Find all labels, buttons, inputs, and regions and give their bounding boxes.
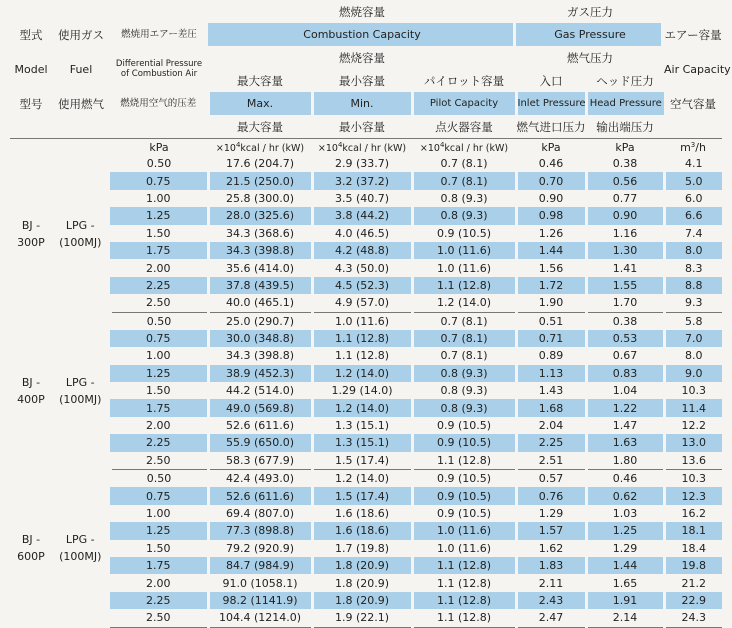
cell-head: 1.29 <box>586 540 664 557</box>
cell-inlet: 1.68 <box>516 399 586 416</box>
cell-head: 1.80 <box>586 452 664 470</box>
cell-inlet: 2.51 <box>516 452 586 470</box>
cell-min: 1.3 (15.1) <box>312 417 412 434</box>
cell-min: 1.2 (14.0) <box>312 470 412 488</box>
cell-air: 19.8 <box>664 557 722 574</box>
diff-pressure-en-line-2: of Combustion Air <box>120 69 198 79</box>
cell-inlet: 2.11 <box>516 574 586 591</box>
model-cell <box>10 312 52 470</box>
cell-pilot: 1.2 (14.0) <box>412 294 516 312</box>
cell-inlet: 0.71 <box>516 330 586 347</box>
cell-head: 1.44 <box>586 557 664 574</box>
cell-air: 8.0 <box>664 242 722 259</box>
cell-max: 35.6 (414.0) <box>208 259 312 276</box>
cell-max: 40.0 (465.1) <box>208 294 312 312</box>
cell-kpa: 1.50 <box>146 541 171 555</box>
unit-kpa: kPa <box>110 139 208 156</box>
cell-inlet: 1.57 <box>516 522 586 539</box>
cell-kpa: 2.50 <box>110 609 208 627</box>
cell-max: 104.4 (1214.0) <box>208 609 312 627</box>
header-row-6 <box>10 115 722 139</box>
cell-kpa: 0.50 <box>110 155 208 172</box>
cell-kpa: 2.25 <box>110 434 208 451</box>
cell-head: 1.30 <box>586 242 664 259</box>
cell-air: 9.3 <box>664 294 722 312</box>
diff-pressure-en-line-1: Differential Pressure <box>115 59 203 69</box>
cell-inlet: 1.43 <box>516 382 586 399</box>
cell-min: 1.2 (14.0) <box>312 365 412 382</box>
cell-inlet: 0.89 <box>516 347 586 364</box>
table-row <box>10 592 722 609</box>
table-row <box>10 225 722 242</box>
cell-head: 0.38 <box>586 312 664 330</box>
cell-max: 55.9 (650.0) <box>208 434 312 451</box>
fuel-cell <box>52 312 110 470</box>
table-row <box>10 417 722 434</box>
cell-air: 24.3 <box>664 609 722 627</box>
cell-max: 34.3 (398.8) <box>208 242 312 259</box>
model-cn: 型号 <box>19 96 43 111</box>
cell-air: 12.2 <box>664 417 722 434</box>
cell-min: 1.0 (11.6) <box>312 312 412 330</box>
cell-kpa: 2.50 <box>110 452 208 470</box>
table-row <box>10 522 722 539</box>
cell-min: 1.1 (12.8) <box>312 330 412 347</box>
cell-kpa: 0.50 <box>110 312 208 330</box>
cell-air: 4.1 <box>664 155 722 172</box>
cell-pilot: 0.9 (10.5) <box>412 470 516 488</box>
table-row <box>10 294 722 312</box>
cell-inlet: 2.25 <box>516 434 586 451</box>
max-en: Max. <box>208 92 312 115</box>
cell-pilot: 0.7 (8.1) <box>412 172 516 189</box>
cell-max: 91.0 (1058.1) <box>208 574 312 591</box>
cell-head: 0.46 <box>586 470 664 488</box>
cell-kpa: 1.25 <box>110 207 208 224</box>
cell-pilot: 1.0 (11.6) <box>412 259 516 276</box>
cell-head: 1.63 <box>586 434 664 451</box>
cell-max: 17.6 (204.7) <box>208 155 312 172</box>
cell-pilot: 0.9 (10.5) <box>412 487 516 504</box>
min-cn: 最小容量 <box>339 119 385 134</box>
head-en: Head Pressure <box>586 92 664 115</box>
cell-pilot: 0.8 (9.3) <box>412 399 516 416</box>
pilot-en: Pilot Capacity <box>412 92 516 115</box>
fuel-name-line-2: (100MJ) <box>59 235 102 249</box>
burn-capacity-jp: 燃焼容量 <box>339 4 385 19</box>
table-row <box>10 277 722 294</box>
unit-min: $\times 10^4kcal$ / hr (kW) <box>312 139 412 156</box>
gas-pressure-cn: 燃气压力 <box>567 50 614 65</box>
table-row <box>10 557 722 574</box>
cell-inlet: 1.72 <box>516 277 586 294</box>
fuel-name-line-1: LPG - <box>65 375 95 389</box>
cell-head: 1.65 <box>586 574 664 591</box>
cell-min: 4.5 (52.3) <box>312 277 412 294</box>
cell-air: 9.0 <box>664 365 722 382</box>
table-row <box>10 347 722 364</box>
cell-pilot: 0.9 (10.5) <box>412 505 516 522</box>
table-row <box>10 434 722 451</box>
max-jp: 最大容量 <box>237 73 283 88</box>
cell-min: 4.3 (50.0) <box>312 259 412 276</box>
table-row <box>10 330 722 347</box>
cell-head: 1.55 <box>586 277 664 294</box>
cell-kpa: 1.75 <box>110 242 208 259</box>
cell-head: 0.56 <box>586 172 664 189</box>
cell-air: 13.6 <box>664 452 722 470</box>
diff-pressure-jp: 燃焼用エアー差圧 <box>121 28 197 40</box>
model-name-line-1: BJ - <box>21 218 41 232</box>
cell-min: 4.0 (46.5) <box>312 225 412 242</box>
table-row <box>10 470 722 488</box>
burner-spec-table <box>10 0 731 628</box>
inlet-cn: 燃气进口压力 <box>516 119 586 134</box>
table-row <box>10 487 722 504</box>
cell-inlet: 0.51 <box>516 312 586 330</box>
cell-kpa: 1.50 <box>146 384 171 398</box>
inlet-jp: 入口 <box>539 73 563 88</box>
cell-pilot: 0.8 (9.3) <box>412 382 516 399</box>
cell-pilot: 1.1 (12.8) <box>412 592 516 609</box>
header-row-5 <box>10 92 722 115</box>
fuel-name-line-2: (100MJ) <box>59 392 102 406</box>
cell-kpa: 1.00 <box>146 191 171 205</box>
unit-max: $\times 10^4kcal$ / hr (kW) <box>208 139 312 156</box>
cell-head: 0.90 <box>586 207 664 224</box>
table-row <box>10 505 722 522</box>
cell-max: 30.0 (348.8) <box>208 330 312 347</box>
cell-inlet: 1.44 <box>516 242 586 259</box>
table-row <box>10 259 722 276</box>
cell-head: 0.77 <box>586 190 664 207</box>
head-cn: 输出端压力 <box>596 119 654 134</box>
cell-kpa: 1.50 <box>146 226 171 240</box>
cell-inlet: 0.98 <box>516 207 586 224</box>
cell-pilot: 0.7 (8.1) <box>412 347 516 364</box>
cell-pilot: 0.7 (8.1) <box>412 330 516 347</box>
cell-inlet: 2.04 <box>516 417 586 434</box>
unit-pilot: $\times 10^4kcal$ / hr (kW) <box>412 139 516 156</box>
cell-air: 22.9 <box>664 592 722 609</box>
cell-air: 8.3 <box>664 259 722 276</box>
cell-max: 52.6 (611.6) <box>208 487 312 504</box>
header-row-2 <box>10 23 722 46</box>
fuel-cell <box>52 470 110 628</box>
cell-head: 0.62 <box>586 487 664 504</box>
cell-min: 1.2 (14.0) <box>312 399 412 416</box>
header-row-1 <box>10 0 722 23</box>
cell-head: 1.04 <box>586 382 664 399</box>
cell-max: 28.0 (325.6) <box>208 207 312 224</box>
cell-min: 1.9 (22.1) <box>312 609 412 627</box>
cell-air: 10.3 <box>664 470 722 488</box>
cell-head: 1.25 <box>586 522 664 539</box>
cell-min: 1.29 (14.0) <box>312 382 412 399</box>
table-row <box>10 574 722 591</box>
cell-min: 3.8 (44.2) <box>312 207 412 224</box>
combustion-capacity-en: Combustion Capacity <box>208 23 516 46</box>
cell-kpa: 0.75 <box>110 330 208 347</box>
cell-max: 84.7 (984.9) <box>208 557 312 574</box>
table-row <box>10 242 722 259</box>
cell-air: 8.0 <box>664 347 722 364</box>
cell-head: 1.47 <box>586 417 664 434</box>
fuel-name-line-1: LPG - <box>65 533 95 547</box>
table-header <box>10 0 731 155</box>
model-cell <box>10 155 52 312</box>
cell-pilot: 1.0 (11.6) <box>412 242 516 259</box>
table-row <box>10 399 722 416</box>
cell-kpa: 2.00 <box>146 261 171 275</box>
cell-air: 6.6 <box>664 207 722 224</box>
cell-inlet: 1.62 <box>516 540 586 557</box>
cell-air: 8.8 <box>664 277 722 294</box>
cell-head: 0.53 <box>586 330 664 347</box>
cell-inlet: 0.57 <box>516 470 586 488</box>
model-cell <box>10 470 52 628</box>
diff-pressure-cn: 燃烧用空气的压差 <box>120 97 197 109</box>
cell-min: 1.1 (12.8) <box>312 347 412 364</box>
table-row <box>10 452 722 470</box>
cell-max: 21.5 (250.0) <box>208 172 312 189</box>
model-name-line-1: BJ - <box>21 533 41 547</box>
cell-inlet: 1.29 <box>516 505 586 522</box>
header-row-3 <box>10 46 722 69</box>
cell-pilot: 0.8 (9.3) <box>412 190 516 207</box>
table-row <box>10 540 722 557</box>
fuel-name-line-2: (100MJ) <box>59 550 102 564</box>
cell-head: 0.83 <box>586 365 664 382</box>
cell-kpa: 0.50 <box>110 470 208 488</box>
cell-max: 44.2 (514.0) <box>208 382 312 399</box>
fuel-name-line-1: LPG - <box>65 218 95 232</box>
cell-air: 16.2 <box>664 505 722 522</box>
burn-capacity-cn: 燃烧容量 <box>339 50 385 65</box>
cell-max: 34.3 (368.6) <box>208 225 312 242</box>
cell-air: 18.4 <box>664 540 722 557</box>
cell-min: 3.5 (40.7) <box>312 190 412 207</box>
fuel-en: Fuel <box>69 62 93 76</box>
cell-min: 4.9 (57.0) <box>312 294 412 312</box>
cell-min: 1.6 (18.6) <box>312 505 412 522</box>
cell-air: 13.0 <box>664 434 722 451</box>
min-en: Min. <box>312 92 412 115</box>
cell-kpa: 2.00 <box>146 576 171 590</box>
gas-pressure-jp: ガス圧力 <box>567 4 614 19</box>
cell-air: 7.4 <box>664 225 722 242</box>
cell-head: 0.38 <box>586 155 664 172</box>
cell-min: 1.6 (18.6) <box>312 522 412 539</box>
cell-min: 1.8 (20.9) <box>312 592 412 609</box>
cell-pilot: 0.7 (8.1) <box>412 155 516 172</box>
cell-air: 21.2 <box>664 574 722 591</box>
table-row <box>10 312 722 330</box>
cell-pilot: 1.1 (12.8) <box>412 277 516 294</box>
cell-max: 38.9 (452.3) <box>208 365 312 382</box>
cell-kpa: 1.00 <box>146 349 171 363</box>
cell-inlet: 1.90 <box>516 294 586 312</box>
cell-inlet: 1.56 <box>516 259 586 276</box>
cell-inlet: 1.13 <box>516 365 586 382</box>
pilot-jp: パイロット容量 <box>423 73 505 88</box>
cell-air: 5.8 <box>664 312 722 330</box>
cell-kpa: 0.75 <box>110 172 208 189</box>
table-body <box>10 155 722 627</box>
cell-min: 1.3 (15.1) <box>312 434 412 451</box>
cell-max: 49.0 (569.8) <box>208 399 312 416</box>
cell-pilot: 0.8 (9.3) <box>412 207 516 224</box>
model-name-line-2: 600P <box>17 550 45 564</box>
cell-pilot: 0.9 (10.5) <box>412 225 516 242</box>
model-en: Model <box>14 62 48 76</box>
model-name-line-2: 400P <box>17 392 45 406</box>
cell-head: 1.22 <box>586 399 664 416</box>
cell-head: 1.70 <box>586 294 664 312</box>
cell-pilot: 0.9 (10.5) <box>412 417 516 434</box>
cell-pilot: 1.0 (11.6) <box>412 540 516 557</box>
cell-inlet: 2.47 <box>516 609 586 627</box>
cell-min: 2.9 (33.7) <box>312 155 412 172</box>
cell-head: 1.91 <box>586 592 664 609</box>
cell-kpa: 1.75 <box>110 399 208 416</box>
cell-min: 1.8 (20.9) <box>312 557 412 574</box>
cell-max: 69.4 (807.0) <box>208 505 312 522</box>
cell-air: 18.1 <box>664 522 722 539</box>
cell-inlet: 0.46 <box>516 155 586 172</box>
cell-max: 42.4 (493.0) <box>208 470 312 488</box>
cell-pilot: 1.1 (12.8) <box>412 609 516 627</box>
diff-pressure-en <box>110 46 208 92</box>
cell-air: 6.0 <box>664 190 722 207</box>
cell-kpa: 1.00 <box>146 507 171 520</box>
cell-inlet: 1.83 <box>516 557 586 574</box>
air-capacity-jp: エアー容量 <box>664 27 722 42</box>
cell-inlet: 2.43 <box>516 592 586 609</box>
cell-max: 25.8 (300.0) <box>208 190 312 207</box>
cell-max: 25.0 (290.7) <box>208 312 312 330</box>
cell-min: 1.8 (20.9) <box>312 574 412 591</box>
cell-head: 1.41 <box>586 259 664 276</box>
model-jp: 型式 <box>19 27 43 42</box>
cell-kpa: 1.75 <box>110 557 208 574</box>
min-jp: 最小容量 <box>339 73 385 88</box>
cell-inlet: 0.70 <box>516 172 586 189</box>
unit-inlet: kPa <box>516 139 586 156</box>
air-capacity-en: Air Capacity <box>664 62 731 76</box>
cell-kpa: 1.25 <box>110 522 208 539</box>
cell-pilot: 0.8 (9.3) <box>412 365 516 382</box>
cell-inlet: 1.26 <box>516 225 586 242</box>
table-row <box>10 207 722 224</box>
cell-kpa: 2.00 <box>146 419 171 433</box>
cell-air: 10.3 <box>664 382 722 399</box>
cell-head: 1.16 <box>586 225 664 242</box>
cell-max: 58.3 (677.9) <box>208 452 312 470</box>
head-jp: ヘッド圧力 <box>596 73 654 88</box>
pilot-cn: 点火器容量 <box>435 119 493 134</box>
cell-max: 98.2 (1141.9) <box>208 592 312 609</box>
cell-max: 37.8 (439.5) <box>208 277 312 294</box>
model-name-line-2: 300P <box>17 235 45 249</box>
cell-max: 34.3 (398.8) <box>208 347 312 364</box>
unit-head: kPa <box>586 139 664 156</box>
cell-kpa: 0.75 <box>110 487 208 504</box>
cell-air: 7.0 <box>664 330 722 347</box>
cell-pilot: 0.7 (8.1) <box>412 312 516 330</box>
table-row <box>10 190 722 207</box>
gas-pressure-en: Gas Pressure <box>516 23 664 46</box>
table-row <box>10 609 722 627</box>
cell-min: 3.2 (37.2) <box>312 172 412 189</box>
table-row <box>10 382 722 399</box>
cell-pilot: 1.1 (12.8) <box>412 574 516 591</box>
model-name-line-1: BJ - <box>21 375 41 389</box>
cell-max: 52.6 (611.6) <box>208 417 312 434</box>
fuel-cell <box>52 155 110 312</box>
cell-head: 0.67 <box>586 347 664 364</box>
cell-kpa: 2.50 <box>110 294 208 312</box>
cell-air: 12.3 <box>664 487 722 504</box>
table-row <box>10 365 722 382</box>
inlet-en: Inlet Pressure <box>516 92 586 115</box>
cell-head: 1.03 <box>586 505 664 522</box>
cell-air: 5.0 <box>664 172 722 189</box>
cell-pilot: 1.1 (12.8) <box>412 557 516 574</box>
fuel-cn: 使用燃气 <box>58 96 104 111</box>
cell-pilot: 1.1 (12.8) <box>412 452 516 470</box>
unit-air: $m^3/h$ <box>664 139 722 156</box>
air-capacity-cn: 空气容量 <box>670 96 717 111</box>
cell-head: 2.14 <box>586 609 664 627</box>
units-row <box>10 139 722 156</box>
max-cn: 最大容量 <box>237 119 283 134</box>
cell-kpa: 2.25 <box>110 592 208 609</box>
cell-pilot: 1.0 (11.6) <box>412 522 516 539</box>
cell-inlet: 0.90 <box>516 190 586 207</box>
fuel-jp: 使用ガス <box>58 27 104 42</box>
cell-inlet: 0.76 <box>516 487 586 504</box>
cell-max: 79.2 (920.9) <box>208 540 312 557</box>
cell-kpa: 2.25 <box>110 277 208 294</box>
cell-min: 1.5 (17.4) <box>312 487 412 504</box>
cell-air: 11.4 <box>664 399 722 416</box>
table-row <box>10 155 722 172</box>
cell-kpa: 1.25 <box>110 365 208 382</box>
cell-min: 1.7 (19.8) <box>312 540 412 557</box>
table-row <box>10 172 722 189</box>
cell-min: 1.5 (17.4) <box>312 452 412 470</box>
cell-min: 4.2 (48.8) <box>312 242 412 259</box>
cell-pilot: 0.9 (10.5) <box>412 434 516 451</box>
cell-max: 77.3 (898.8) <box>208 522 312 539</box>
